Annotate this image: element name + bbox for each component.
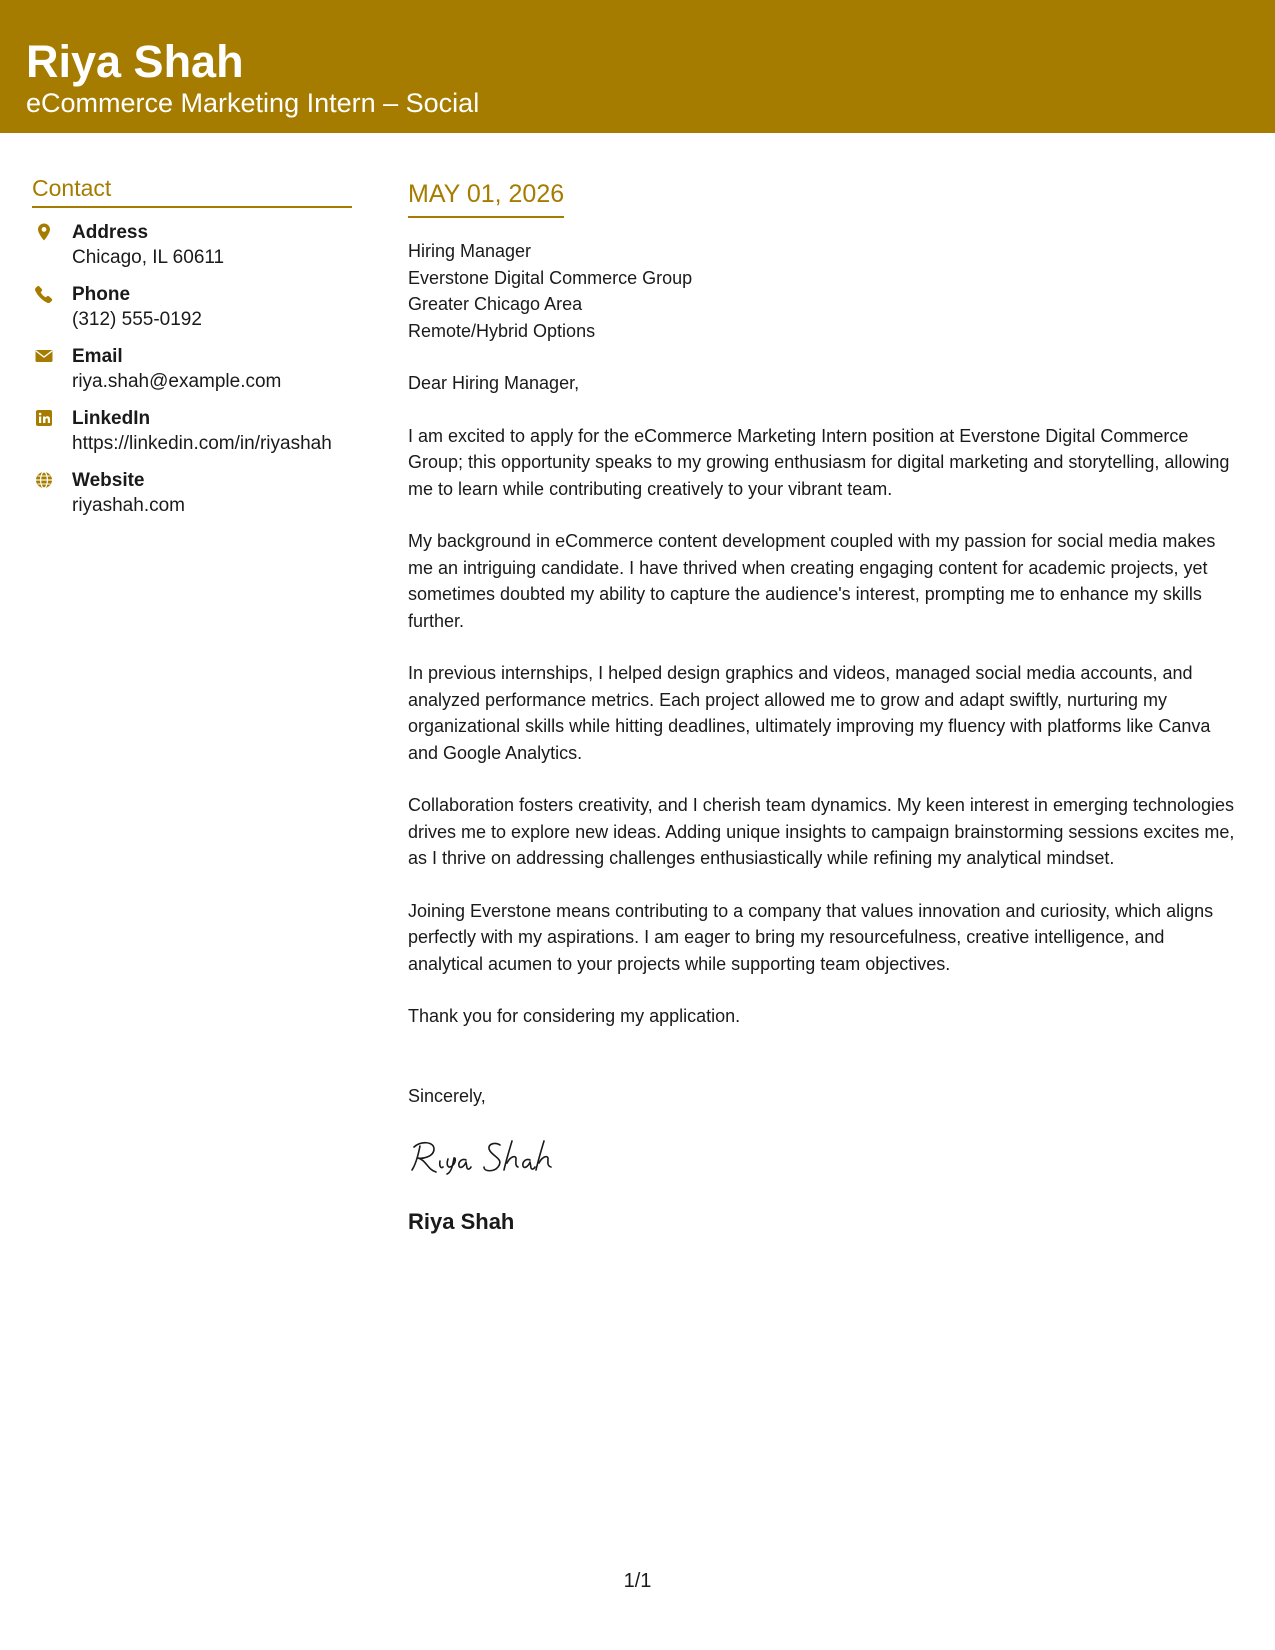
contact-item-phone xyxy=(32,282,352,332)
recipient-line: Remote/Hybrid Options xyxy=(408,320,596,341)
contact-heading: Contact xyxy=(32,175,352,208)
email-value[interactable]: riya.shah@example.com xyxy=(72,371,282,392)
signed-name: Riya Shah xyxy=(408,1209,515,1234)
contact-label: LinkedIn xyxy=(72,408,151,429)
phone-value: (312) 555-0192 xyxy=(72,309,202,330)
linkedin-value[interactable]: https://linkedin.com/in/riyashah xyxy=(72,433,332,454)
envelope-icon xyxy=(34,346,56,368)
contact-sidebar xyxy=(32,175,352,530)
letter-date: MAY 01, 2026 xyxy=(408,178,564,218)
contact-item-address xyxy=(32,220,352,270)
recipient-line: Everstone Digital Commerce Group xyxy=(408,267,693,288)
body-paragraph: Collaboration fosters creativity, and I cherish team dynamics. My keen interest in emerging technologies drives me to explore new ideas. Adding unique insights to campaign brainstorming sessions excites me, as I thrive on addressing challenges enthusiastically while refining my analytical mindset. xyxy=(408,795,1235,868)
letter-body xyxy=(408,178,1238,1235)
job-title: eCommerce Marketing Intern – Social xyxy=(26,88,480,118)
website-value[interactable]: riyashah.com xyxy=(72,495,185,516)
recipient-line: Hiring Manager xyxy=(408,241,532,261)
contact-label: Phone xyxy=(72,284,131,305)
map-pin-icon xyxy=(34,222,56,244)
closing-line: Sincerely, xyxy=(408,1085,486,1106)
handwritten-signature xyxy=(408,1133,1238,1181)
page-indicator: 1/1 xyxy=(623,1570,652,1592)
recipient-line: Greater Chicago Area xyxy=(408,294,583,314)
contact-label: Website xyxy=(72,470,145,491)
body-paragraph: My background in eCommerce content development coupled with my passion for social media makes me an intriguing candidate. I have thrived when creating engaging content for academic projects, yet sometimes doubted my ability to capture the audience's interest, prompting me to enhance my skills further. xyxy=(408,531,1216,631)
address-value: Chicago, IL 60611 xyxy=(72,247,225,268)
phone-icon xyxy=(34,284,56,306)
body-paragraph: I am excited to apply for the eCommerce Marketing Intern position at Everstone Digital Commerce Group; this opportunity speaks to my growing enthusiasm for digital marketing and storytelling, allowing me to learn while contributing creatively to your vibrant team. xyxy=(408,425,1230,499)
contact-list xyxy=(32,220,352,518)
recipient-block xyxy=(408,238,1238,344)
body-paragraph: Joining Everstone means contributing to a company that values innovation and curiosity, which aligns perfectly with my aspirations. I am eager to bring my resourcefulness, creative intelligence, and analytical acumen to your projects while supporting team objectives. xyxy=(408,900,1214,974)
body-paragraph: In previous internships, I helped design graphics and videos, managed social media accounts, and analyzed performance metrics. Each project allowed me to grow and adapt swiftly, nurturing my organizational skills while hitting deadlines, ultimately improving my fluency with platforms like Canva and Google Analytics. xyxy=(408,663,1211,763)
globe-icon xyxy=(34,470,56,492)
salutation: Dear Hiring Manager, xyxy=(408,373,580,393)
contact-item-email xyxy=(32,344,352,394)
thank-you-line: Thank you for considering my application. xyxy=(408,1006,741,1026)
contact-label: Email xyxy=(72,346,123,367)
contact-item-website xyxy=(32,468,352,518)
linkedin-icon xyxy=(34,408,56,430)
header-banner xyxy=(0,0,1275,133)
applicant-name: Riya Shah xyxy=(26,36,244,87)
contact-label: Address xyxy=(72,222,149,243)
contact-item-linkedin xyxy=(32,406,352,456)
